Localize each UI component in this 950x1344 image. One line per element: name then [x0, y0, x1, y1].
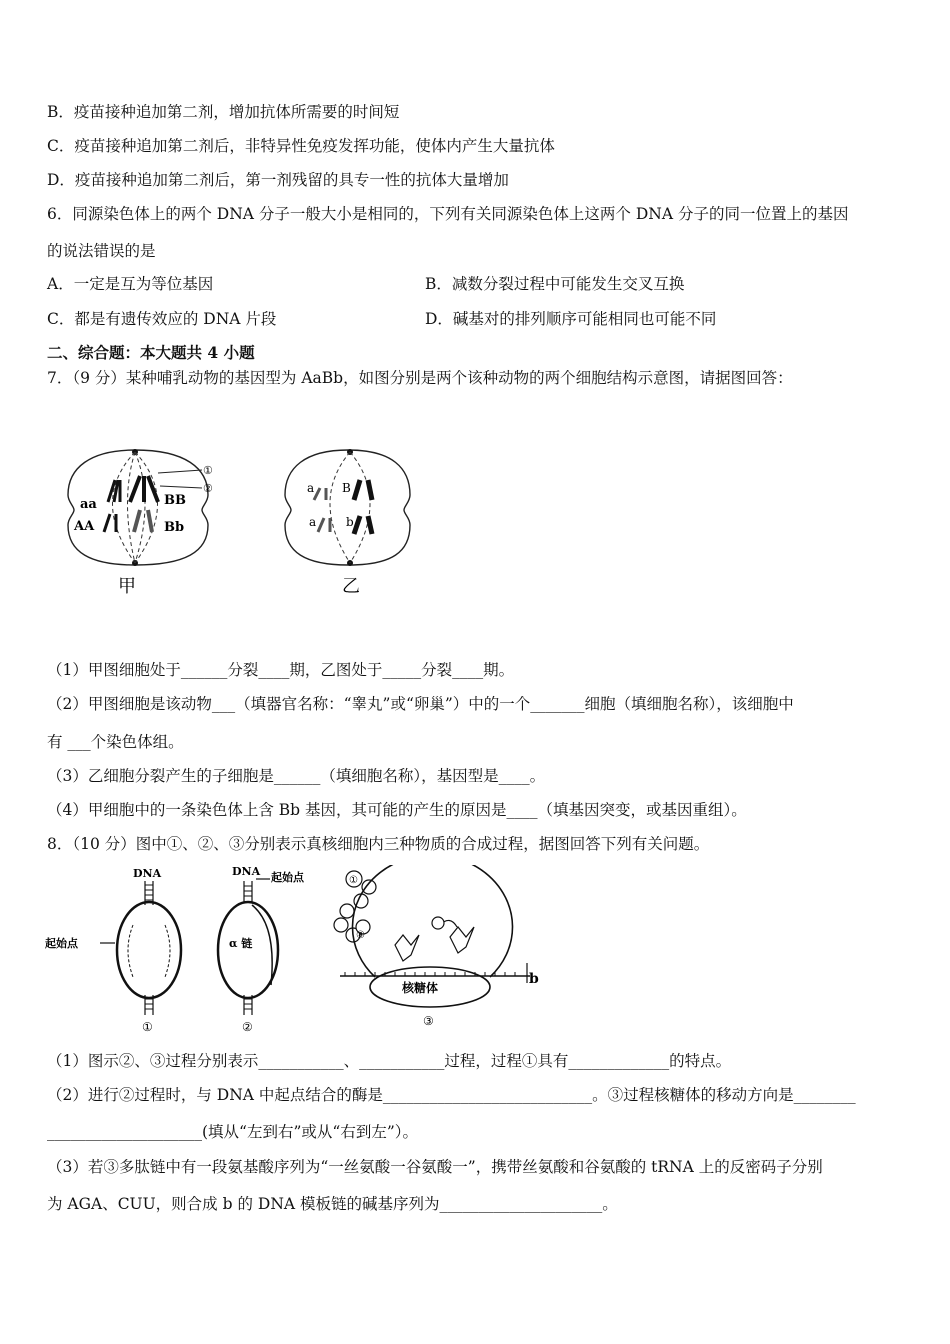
fig7-gene-aa: aa	[80, 497, 97, 512]
q8-sub-1: （1）图示②、③过程分别表示___________、___________过程，过程①具有_____________的特点。	[47, 1052, 732, 1070]
q7-sub-1: （1）甲图细胞处于______分裂____期，乙图处于_____分裂____期。	[47, 661, 515, 679]
q8-sub-2-cont: ____________________(填从“左到右”或从“右到左”）。	[47, 1123, 418, 1141]
q6-stem-cont: 的说法错误的是	[47, 242, 156, 260]
fig8-chain-marker-1: ①	[349, 875, 358, 886]
q5-option-d: D．疫苗接种追加第二剂后，第一剂残留的具专一性的抗体大量增加	[47, 171, 509, 189]
fig8-chain-marker-2: ⑧	[356, 930, 365, 941]
fig8-num-2: ②	[242, 1020, 253, 1034]
process-2-transcription	[218, 865, 305, 1034]
q6-options-row2	[47, 308, 910, 330]
q6-option-b: B．减数分裂过程中可能发生交叉互换	[425, 275, 685, 293]
fig7-gene-Bb: Bb	[164, 520, 185, 535]
fig7-mark-1: ①	[203, 464, 213, 477]
fig8-num-1: ①	[142, 1020, 153, 1034]
fig8-origin-right: 起始点	[271, 871, 304, 884]
process-1-replication	[45, 867, 181, 1034]
fig7-gene-B: B	[342, 481, 351, 495]
fig8-b-label: b	[529, 971, 539, 987]
q5-option-c: C．疫苗接种追加第二剂后，非特异性免疫发挥功能，使体内产生大量抗体	[47, 137, 555, 155]
fig7-gene-a2: a	[309, 515, 317, 529]
q6-stem: 6．同源染色体上的两个 DNA 分子一般大小是相同的，下列有关同源染色体上这两个 DNA 分子的同一位置上的基因	[47, 205, 849, 223]
q7-sub-2-cont: 有 ___个染色体组。	[47, 733, 184, 751]
fig7-mark-2: ②	[203, 482, 213, 495]
fig8-alpha-chain: α 链	[229, 937, 253, 950]
q7-sub-2: （2）甲图细胞是该动物___（填器官名称：“睾丸”或“卵巢”）中的一个_______细胞（填细胞名称），该细胞中	[47, 695, 794, 713]
fig8-ribosome-label: 核糖体	[402, 981, 439, 995]
q8-sub-2: （2）进行②过程时，与 DNA 中起点结合的酶是___________________________。③过程核糖体的移动方向是________	[47, 1086, 856, 1104]
fig8-num-3: ③	[423, 1014, 434, 1028]
q5-option-b: B．疫苗接种追加第二剂，增加抗体所需要的时间短	[47, 103, 400, 121]
q7-sub-3: （3）乙细胞分裂产生的子细胞是______（填细胞名称），基因型是____。	[47, 767, 546, 785]
q8-sub-3-cont: 为 AGA、CUU，则合成 b 的 DNA 模板链的碱基序列为_____________________。	[47, 1195, 618, 1213]
q6-option-c: C．都是有遗传效应的 DNA 片段	[47, 310, 277, 328]
fig7-gene-BB: BB	[164, 493, 186, 508]
q6-option-d: D．碱基对的排列顺序可能相同也可能不同	[425, 310, 717, 328]
q7-stem: 7．（9 分）某种哺乳动物的基因型为 AaBb，如图分别是两个该种动物的两个细胞结构示意图，请据图回答：	[47, 369, 793, 387]
q8-stem: 8．（10 分）图中①、②、③分别表示真核细胞内三种物质的合成过程，据图回答下列有关问题。	[47, 835, 710, 853]
q7-sub-4: （4）甲细胞中的一条染色体上含 Bb 基因，其可能的产生的原因是____（填基因突变，或基因重组）。	[47, 801, 747, 819]
cell-yi	[285, 449, 410, 597]
q8-synthesis-figure	[45, 865, 555, 1035]
fig7-label-yi: 乙	[342, 576, 360, 597]
process-3-translation	[334, 865, 539, 1028]
fig8-dna-1: DNA	[133, 867, 162, 880]
section-2-heading: 二、综合题：本大题共 4 小题	[47, 343, 255, 362]
q6-option-a: A．一定是互为等位基因	[47, 275, 214, 293]
q7-cell-figure	[60, 440, 430, 600]
cell-jia	[68, 449, 213, 597]
fig7-gene-AA: AA	[74, 519, 95, 534]
fig8-dna-2: DNA	[232, 865, 261, 878]
q8-sub-3: （3）若③多肽链中有一段氨基酸序列为“一丝氨酸一谷氨酸一”，携带丝氨酸和谷氨酸的 tRNA 上的反密码子分别	[47, 1158, 823, 1176]
fig7-gene-b: b	[346, 515, 354, 529]
fig8-origin-left: 起始点	[45, 937, 78, 950]
fig7-label-jia: 甲	[118, 576, 136, 597]
q6-options-row1	[47, 273, 910, 295]
fig7-gene-a1: a	[307, 481, 315, 495]
